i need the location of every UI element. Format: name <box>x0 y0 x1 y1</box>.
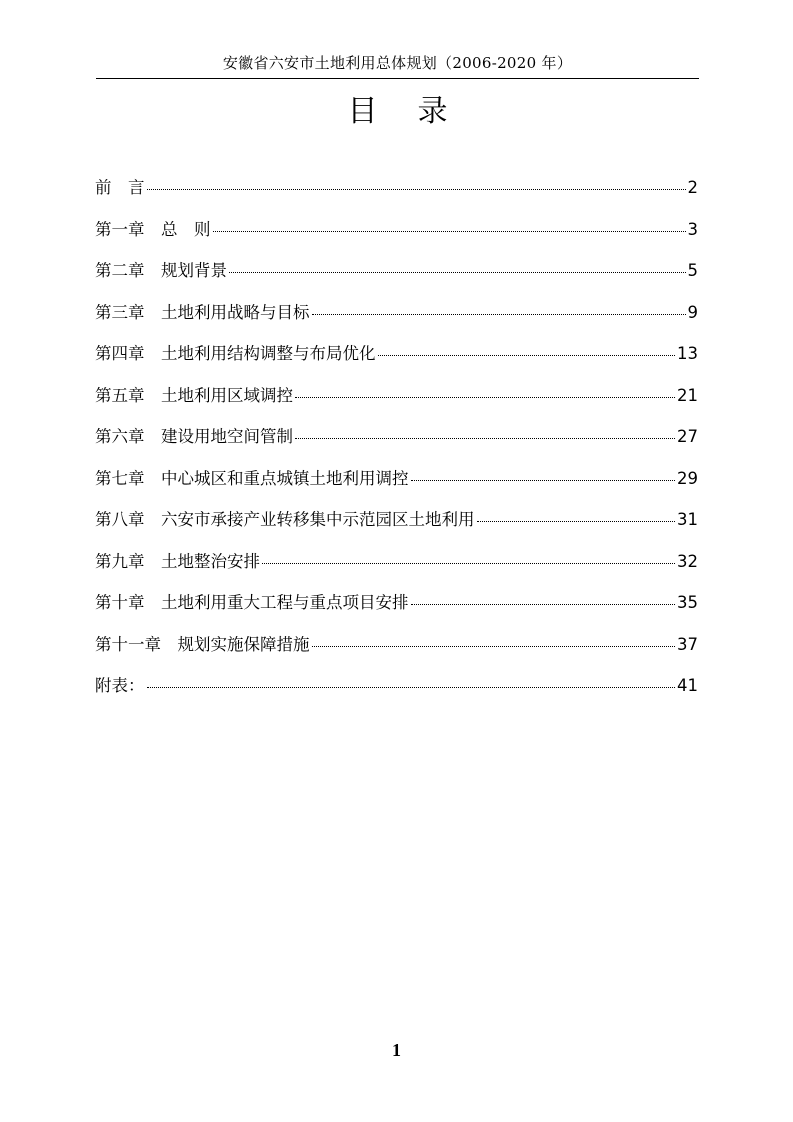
toc-entry-chapter-2[interactable] <box>95 257 698 299</box>
dot-leader <box>147 687 676 688</box>
toc-entry-label: 第十章 土地利用重大工程与重点项目安排 <box>95 593 409 612</box>
toc-entry-chapter-9[interactable] <box>95 548 698 590</box>
dot-leader <box>295 397 675 398</box>
toc-entry-page: 3 <box>687 219 698 239</box>
dot-leader <box>477 521 676 522</box>
dot-leader <box>312 314 686 315</box>
toc-entry-label: 第二章 规划背景 <box>95 261 227 280</box>
toc-entry-chapter-3[interactable] <box>95 299 698 341</box>
toc-entry-appendix[interactable] <box>95 672 698 714</box>
dot-leader <box>411 604 676 605</box>
toc-title-char-1: 目 <box>347 94 378 129</box>
toc-entry-page: 31 <box>677 510 698 529</box>
toc-entry-chapter-7[interactable] <box>95 465 698 507</box>
toc-entry-label: 第三章 土地利用战略与目标 <box>95 302 310 322</box>
toc-entry-chapter-5[interactable] <box>95 382 698 424</box>
toc-entry-label: 第十一章 规划实施保障措施 <box>95 634 310 654</box>
toc-entry-page: 35 <box>677 593 698 612</box>
toc-title <box>96 92 699 132</box>
toc-entry-label: 第六章 建设用地空间管制 <box>95 427 293 446</box>
toc-entry-preface[interactable] <box>95 174 698 216</box>
toc-entry-page: 13 <box>677 344 698 363</box>
toc-entry-label: 第一章 总 则 <box>95 219 211 239</box>
dot-leader <box>295 438 675 439</box>
toc-entry-label: 第七章 中心城区和重点城镇土地利用调控 <box>95 468 409 488</box>
toc-entry-chapter-8[interactable] <box>95 506 698 548</box>
dot-leader <box>262 563 675 564</box>
dot-leader <box>312 646 676 647</box>
dot-leader <box>378 355 676 356</box>
toc-entry-label: 第四章 土地利用结构调整与布局优化 <box>95 344 376 363</box>
toc-entry-page: 27 <box>677 427 698 446</box>
running-header: 安徽省六安市土地利用总体规划（2006-2020 年） <box>96 50 699 79</box>
toc-entry-chapter-1[interactable] <box>95 216 698 258</box>
toc-entry-label: 前 言 <box>95 178 145 197</box>
toc-entry-chapter-11[interactable] <box>95 631 698 673</box>
toc-entry-page: 5 <box>687 261 698 280</box>
toc-entry-label: 第八章 六安市承接产业转移集中示范园区土地利用 <box>95 510 475 529</box>
dot-leader <box>213 231 686 232</box>
toc-title-char-2: 录 <box>417 94 448 129</box>
toc-entry-chapter-4[interactable] <box>95 340 698 382</box>
toc-entry-chapter-10[interactable] <box>95 589 698 631</box>
toc-entry-chapter-6[interactable] <box>95 423 698 465</box>
toc-entry-page: 9 <box>687 302 698 322</box>
toc-entry-label: 附表： <box>95 676 145 695</box>
toc-entry-page: 37 <box>677 634 698 654</box>
dot-leader <box>229 272 686 273</box>
page-number: 1 <box>392 1040 401 1060</box>
dot-leader <box>147 189 686 190</box>
toc-entry-label: 第五章 土地利用区域调控 <box>95 385 293 405</box>
toc-entry-label: 第九章 土地整治安排 <box>95 551 260 571</box>
toc-entry-page: 29 <box>677 468 698 488</box>
table-of-contents <box>95 174 698 714</box>
toc-entry-page: 32 <box>677 551 698 571</box>
toc-entry-page: 21 <box>677 385 698 405</box>
dot-leader <box>411 480 676 481</box>
toc-entry-page: 2 <box>687 178 698 197</box>
toc-entry-page: 41 <box>677 676 698 695</box>
